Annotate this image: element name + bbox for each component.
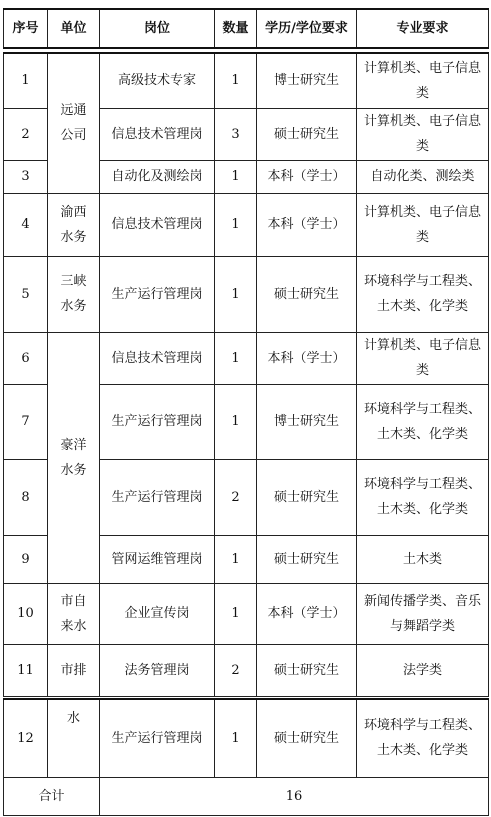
- row-post: 法务管理岗: [100, 644, 215, 696]
- row-no: 8: [4, 459, 48, 535]
- header-count: 数量: [215, 9, 257, 48]
- row-count: 1: [215, 160, 257, 193]
- continued-table: [3, 698, 489, 816]
- row-count: 1: [215, 583, 257, 644]
- unit-cell: 渝西水务: [48, 193, 100, 256]
- row-no: 11: [4, 644, 48, 696]
- row-education: 本科（学士）: [257, 332, 357, 384]
- row-count: 1: [215, 256, 257, 332]
- table-row: [4, 699, 489, 777]
- unit-cell: 三峡水务: [48, 256, 100, 332]
- row-education: 硕士研究生: [257, 108, 357, 160]
- row-major: 环境科学与工程类、土木类、化学类: [357, 699, 489, 777]
- row-count: 1: [215, 332, 257, 384]
- row-no: 3: [4, 160, 48, 193]
- row-education: 硕士研究生: [257, 459, 357, 535]
- header-row: [4, 9, 489, 48]
- row-post: 信息技术管理岗: [100, 193, 215, 256]
- row-education: 硕士研究生: [257, 535, 357, 583]
- row-post: 管网运维管理岗: [100, 535, 215, 583]
- row-no: 1: [4, 53, 48, 108]
- total-label: 合计: [4, 777, 100, 815]
- row-major: 新闻传播学类、音乐与舞蹈学类: [357, 583, 489, 644]
- row-major: 环境科学与工程类、土木类、化学类: [357, 384, 489, 459]
- row-education: 硕士研究生: [257, 644, 357, 696]
- row-post: 企业宣传岗: [100, 583, 215, 644]
- row-no: 7: [4, 384, 48, 459]
- row-major: 计算机类、电子信息类: [357, 332, 489, 384]
- row-count: 1: [215, 699, 257, 777]
- unit-cell: 水: [48, 699, 100, 777]
- row-major: 计算机类、电子信息类: [357, 108, 489, 160]
- row-count: 3: [215, 108, 257, 160]
- row-post: 生产运行管理岗: [100, 256, 215, 332]
- row-count: 1: [215, 535, 257, 583]
- row-education: 博士研究生: [257, 384, 357, 459]
- total-row: [4, 777, 489, 815]
- row-post: 生产运行管理岗: [100, 459, 215, 535]
- row-education: 本科（学士）: [257, 193, 357, 256]
- row-post: 高级技术专家: [100, 53, 215, 108]
- row-education: 本科（学士）: [257, 160, 357, 193]
- row-no: 5: [4, 256, 48, 332]
- row-post: 生产运行管理岗: [100, 699, 215, 777]
- row-education: 硕士研究生: [257, 256, 357, 332]
- row-no: 9: [4, 535, 48, 583]
- header-unit: 单位: [48, 9, 100, 48]
- table-row: [4, 332, 489, 384]
- row-education: 硕士研究生: [257, 699, 357, 777]
- unit-cell: 豪洋水务: [48, 332, 100, 583]
- main-table: [3, 52, 489, 697]
- row-no: 2: [4, 108, 48, 160]
- unit-cell: 市排: [48, 644, 100, 696]
- row-post: 生产运行管理岗: [100, 384, 215, 459]
- row-major: 计算机类、电子信息类: [357, 53, 489, 108]
- unit-cell: 市自来水: [48, 583, 100, 644]
- table-row: [4, 256, 489, 332]
- table-row: [4, 53, 489, 108]
- row-count: 2: [215, 644, 257, 696]
- total-value: 16: [100, 777, 489, 815]
- header-post: 岗位: [100, 9, 215, 48]
- row-count: 1: [215, 193, 257, 256]
- row-count: 1: [215, 384, 257, 459]
- table-row: [4, 583, 489, 644]
- unit-cell: 远通公司: [48, 53, 100, 193]
- row-count: 1: [215, 53, 257, 108]
- row-no: 12: [4, 699, 48, 777]
- row-education: 本科（学士）: [257, 583, 357, 644]
- row-major: 环境科学与工程类、土木类、化学类: [357, 256, 489, 332]
- row-major: 土木类: [357, 535, 489, 583]
- table-row: [4, 644, 489, 696]
- row-education: 博士研究生: [257, 53, 357, 108]
- row-no: 6: [4, 332, 48, 384]
- row-major: 环境科学与工程类、土木类、化学类: [357, 459, 489, 535]
- row-post: 自动化及测绘岗: [100, 160, 215, 193]
- table-row: [4, 193, 489, 256]
- row-post: 信息技术管理岗: [100, 108, 215, 160]
- header-table: [3, 8, 489, 49]
- row-major: 计算机类、电子信息类: [357, 193, 489, 256]
- row-major: 法学类: [357, 644, 489, 696]
- row-post: 信息技术管理岗: [100, 332, 215, 384]
- header-no: 序号: [4, 9, 48, 48]
- row-no: 4: [4, 193, 48, 256]
- header-education: 学历/学位要求: [257, 9, 357, 48]
- header-major: 专业要求: [357, 9, 489, 48]
- row-major: 自动化类、测绘类: [357, 160, 489, 193]
- row-no: 10: [4, 583, 48, 644]
- row-count: 2: [215, 459, 257, 535]
